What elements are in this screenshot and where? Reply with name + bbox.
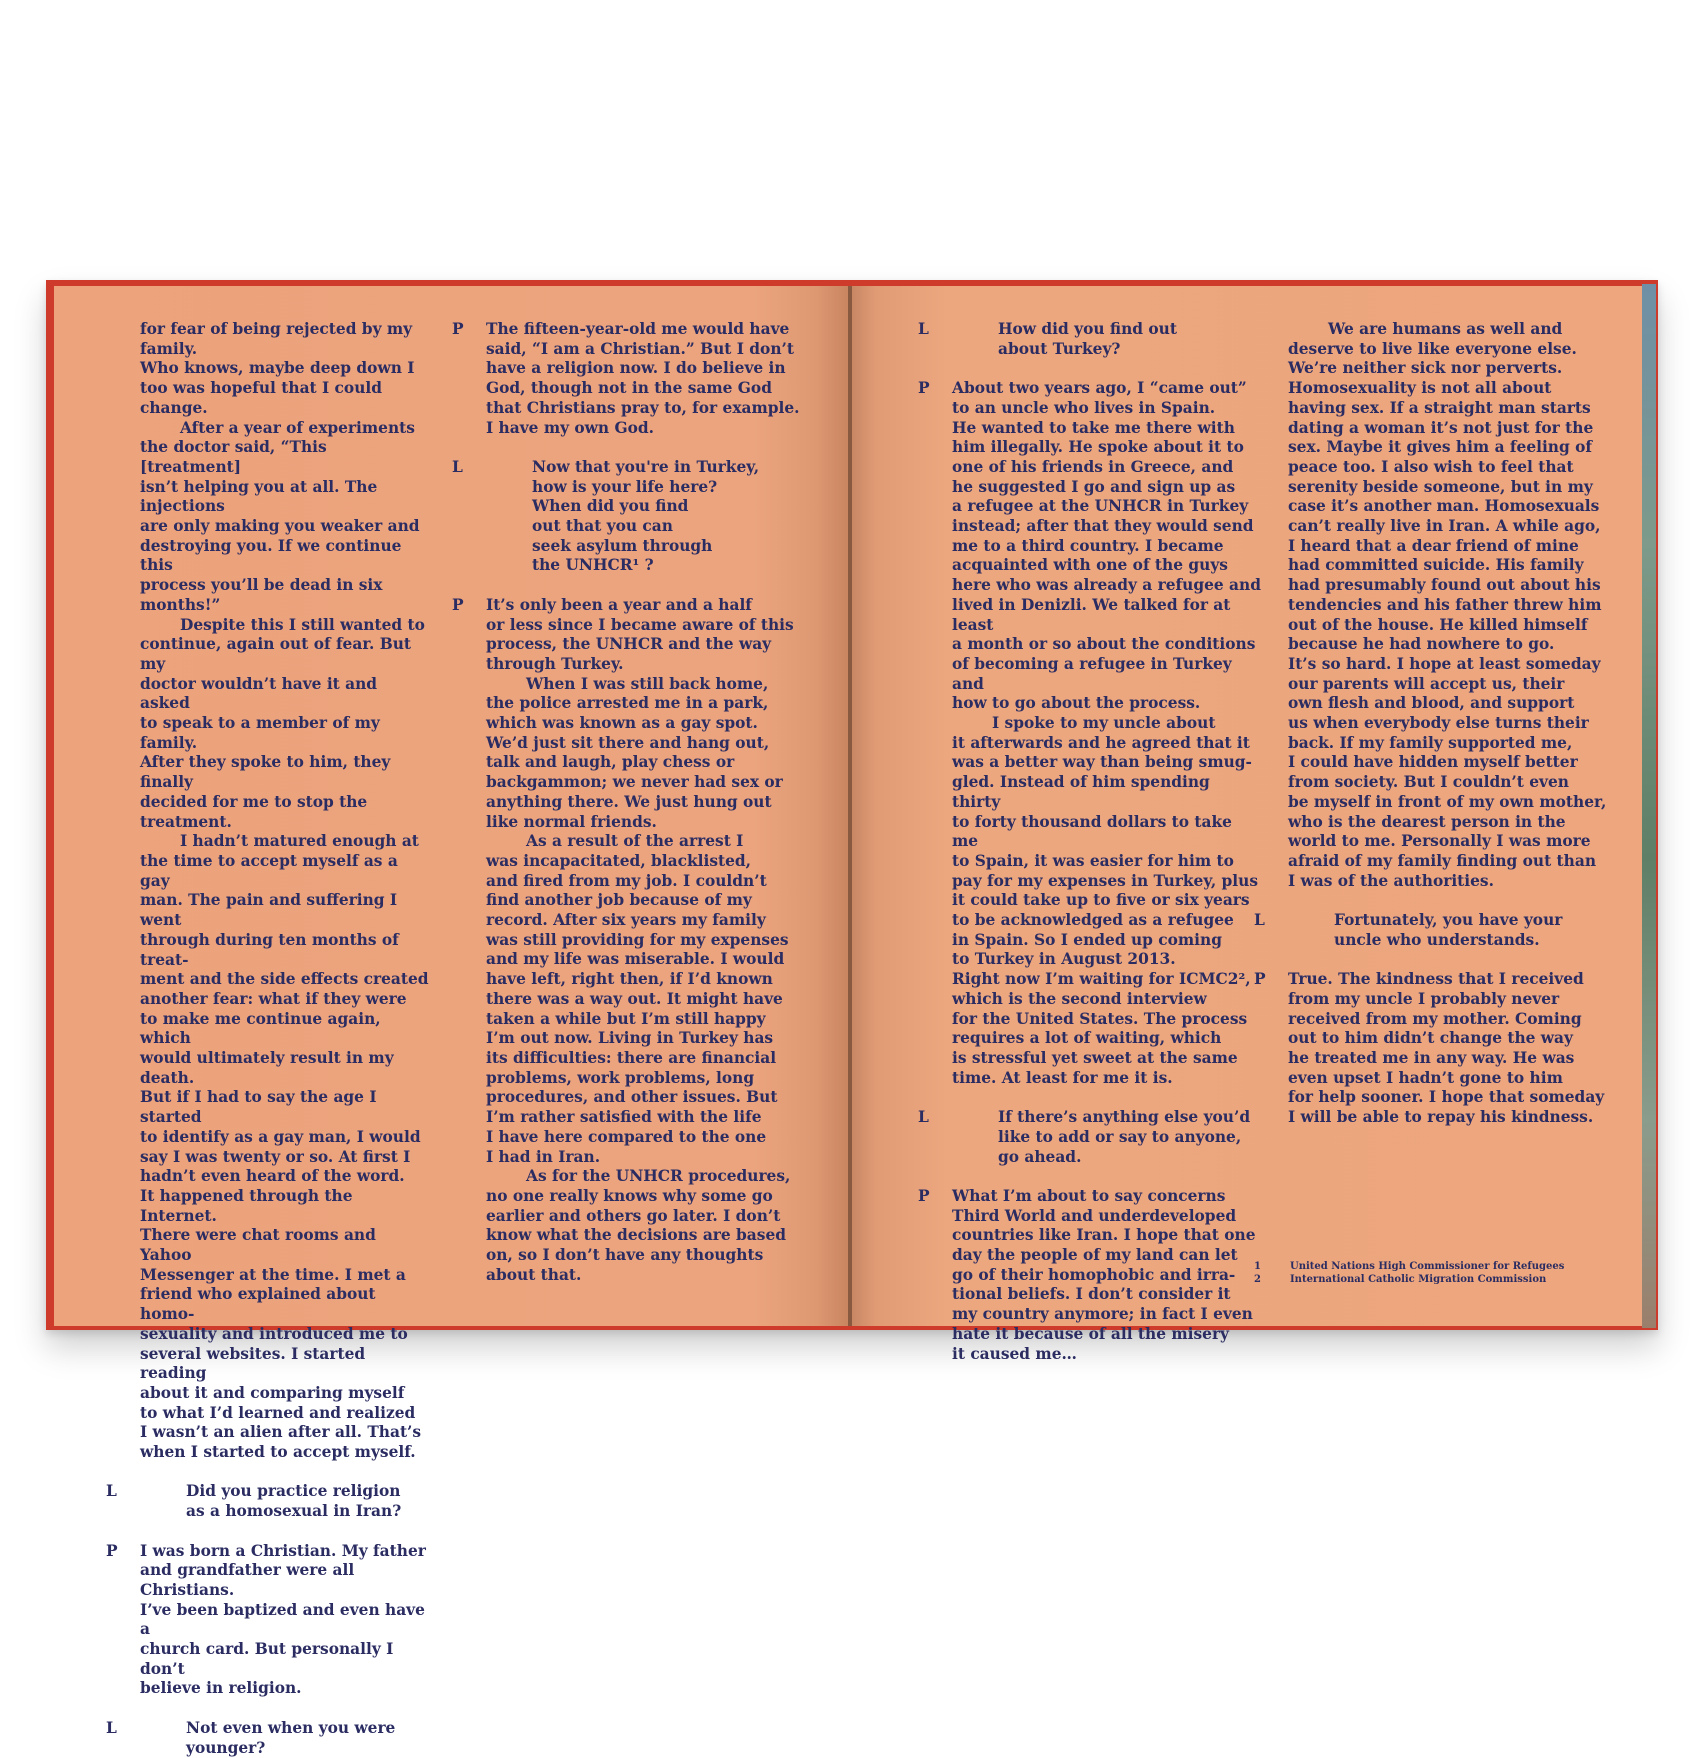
text-line: it caused me… — [952, 1344, 1077, 1363]
speaker-mark: L — [106, 1482, 117, 1501]
text-line: I will be able to repay his kindness. — [1288, 1108, 1594, 1127]
speaker-mark: L — [106, 1718, 117, 1737]
text-line: countries like Iran. I hope that one — [952, 1226, 1256, 1245]
footnote — [1254, 1273, 1594, 1286]
text-line: talk and laugh, play chess or — [486, 753, 735, 772]
text-line: instead; after that they would send — [952, 517, 1254, 536]
interview-question — [106, 1718, 430, 1758]
text-line: destroying you. If we continue this — [140, 536, 402, 575]
text-line: and my life was miserable. I would — [486, 950, 785, 969]
text-line: procedures, and other issues. But — [486, 1088, 778, 1107]
text-line: younger? — [186, 1738, 266, 1757]
text-line: through during ten months of treat- — [140, 930, 399, 969]
text-line: when I started to accept myself. — [140, 1443, 416, 1462]
text-line: to what I’d learned and realized — [140, 1403, 416, 1422]
interview-question — [1254, 911, 1628, 950]
text-line: It’s only been a year and a half — [486, 595, 752, 614]
text-line: After they spoke to him, they finally — [140, 753, 391, 792]
text-line: How did you find out — [998, 320, 1177, 338]
text-line: have a religion now. I do believe in — [486, 359, 786, 378]
text-line: how to go about the process. — [952, 694, 1201, 713]
text-line: decided for me to stop the treatment. — [140, 792, 368, 831]
text-line: my country anymore; in fact I even — [952, 1305, 1253, 1324]
text-line: was a better way than being smug- — [952, 753, 1252, 772]
text-line: of becoming a refugee in Turkey and — [952, 654, 1232, 693]
text-line: back. If my family supported me, — [1288, 733, 1573, 752]
text-line: another fear: what if they were — [140, 989, 407, 1008]
interview-question — [452, 457, 816, 576]
text-line: I’ve been baptized and even have a — [140, 1600, 425, 1639]
text-block — [140, 320, 430, 1463]
text-line: its difficulties: there are financial — [486, 1048, 777, 1067]
text-line: peace too. I also wish to feel that — [1288, 457, 1574, 476]
text-line: out of the house. He killed himself — [1288, 615, 1588, 634]
text-line: earlier and others go later. I don’t — [486, 1206, 781, 1225]
text-line: received from my mother. Coming — [1288, 1009, 1582, 1028]
text-line: process, the UNHCR and the way — [486, 635, 772, 654]
text-line: It happened through the Internet. — [140, 1186, 353, 1225]
speaker-mark: L — [918, 1108, 929, 1127]
text-line: to forty thousand dollars to take me — [952, 812, 1232, 851]
text-line: What I’m about to say concerns — [952, 1186, 1226, 1205]
text-line: that Christians pray to, for example. — [486, 398, 800, 417]
interview-question — [106, 1482, 430, 1521]
text-line: said, “I am a Christian.” But I don’t — [486, 339, 794, 358]
text-line: he treated me in any way. He was — [1288, 1048, 1575, 1067]
text-line: uncle who understands. — [1334, 930, 1540, 949]
text-line: day the people of my land can let — [952, 1246, 1238, 1264]
footnote-number: 2 — [1254, 1274, 1261, 1285]
text-line: about it and comparing myself — [140, 1383, 405, 1402]
interview-question — [918, 1108, 1262, 1167]
text-line: as a homosexual in Iran? — [186, 1502, 402, 1521]
text-line: no one really knows why some go — [486, 1186, 773, 1205]
text-line: Right now I’m waiting for ICMC2², — [952, 970, 1251, 989]
right-page-column-2 — [1254, 320, 1628, 1128]
text-line: was still providing for my expenses — [486, 930, 789, 949]
text-line: out that you can — [532, 517, 673, 536]
text-line: seek asylum through — [532, 536, 713, 555]
speaker-mark: P — [106, 1541, 118, 1560]
text-line: Homosexuality is not all about — [1288, 379, 1552, 398]
text-line: me to a third country. I became — [952, 536, 1224, 555]
text-line: and grandfather were all Christians. — [140, 1561, 355, 1599]
text-line: find another job because of my — [486, 891, 752, 910]
text-line: taken a while but I’m still happy — [486, 1009, 766, 1028]
text-line: I could have hidden myself better — [1288, 753, 1578, 772]
text-line: tendencies and his father threw him — [1288, 595, 1602, 614]
speaker-mark: P — [1254, 970, 1266, 989]
text-line: the doctor said, “This [treatment] — [140, 438, 327, 476]
text-line: If there’s anything else you’d — [998, 1108, 1251, 1127]
open-book — [46, 280, 1658, 1757]
text-line: When did you find — [532, 497, 689, 516]
text-line: church card. But personally I don’t — [140, 1640, 394, 1678]
text-line: gled. Instead of him spending thirty — [952, 773, 1210, 811]
text-line: It’s so hard. I hope at least someday — [1288, 654, 1601, 673]
text-line: deserve to live like everyone else. — [1288, 339, 1577, 358]
text-line: Who knows, maybe deep down I — [140, 359, 415, 378]
text-line: is stressful yet sweet at the same — [952, 1049, 1238, 1067]
text-line: problems, work problems, long — [486, 1068, 755, 1087]
text-line: to an uncle who lives in Spain. — [952, 398, 1216, 417]
text-line: had committed suicide. His family — [1288, 556, 1584, 575]
interview-answer — [918, 379, 1262, 1088]
text-line: believe in religion. — [140, 1679, 302, 1698]
text-line: Third World and underdeveloped — [952, 1206, 1237, 1225]
text-line: process you’ll be dead in six months!” — [140, 576, 383, 614]
text-line: He wanted to take me there with — [952, 418, 1235, 437]
text-line: how is your life here? — [532, 477, 718, 496]
text-line: for fear of being rejected by my family. — [140, 320, 413, 358]
text-line: because he had nowhere to go. — [1288, 635, 1555, 654]
text-line: several websites. I started reading — [140, 1344, 366, 1383]
text-line: for help sooner. I hope that someday — [1288, 1088, 1605, 1107]
text-line: on, so I don’t have any thoughts — [486, 1246, 764, 1265]
text-line: As for the UNHCR procedures, — [526, 1167, 791, 1186]
text-line: anything there. We just hung out — [486, 792, 772, 811]
text-line: are only making you weaker and — [140, 517, 420, 536]
text-line: case it’s another man. Homosexuals — [1288, 497, 1600, 516]
text-line: to speak to a member of my family. — [140, 714, 380, 752]
text-line: Despite this I still wanted to — [180, 615, 425, 634]
text-line: having sex. If a straight man starts — [1288, 398, 1591, 417]
text-line: dating a woman it’s not just for the — [1288, 418, 1594, 437]
text-line: the police arrested me in a park, — [486, 694, 769, 713]
text-line: which was known as a gay spot. — [486, 714, 758, 733]
text-line: The fifteen-year-old me would have — [486, 320, 790, 338]
speaker-mark: L — [1254, 911, 1265, 930]
text-block — [1288, 320, 1628, 891]
text-line: have left, right then, if I’d known — [486, 970, 773, 989]
interview-answer — [452, 320, 816, 438]
text-line: the UNHCR¹ ? — [532, 556, 654, 575]
interview-question — [918, 320, 1262, 359]
text-line: here who was already a refugee and — [952, 576, 1261, 595]
speaker-mark: P — [918, 379, 930, 398]
text-line: even upset I hadn’t gone to him — [1288, 1068, 1563, 1087]
text-line: Not even when you were — [186, 1718, 396, 1737]
text-line: one of his friends in Greece, and — [952, 457, 1234, 476]
footnotes — [1254, 1260, 1594, 1286]
footnote — [1254, 1260, 1594, 1273]
text-line: too was hopeful that I could change. — [140, 379, 382, 417]
text-line: was incapacitated, blacklisted, — [486, 851, 752, 870]
text-line: out to him didn’t change the way — [1288, 1029, 1573, 1048]
text-line: who is the dearest person in the — [1288, 812, 1566, 831]
speaker-mark: P — [452, 320, 464, 338]
text-line: know what the decisions are based — [486, 1226, 786, 1245]
speaker-mark: L — [918, 320, 929, 338]
text-line: Now that you're in Turkey, — [532, 457, 760, 476]
text-line: in Spain. So I ended up coming — [952, 930, 1222, 949]
text-line: say I was twenty or so. At first I — [140, 1147, 411, 1166]
text-line: go ahead. — [998, 1147, 1082, 1166]
text-line: there was a way out. It might have — [486, 989, 783, 1008]
text-line: about Turkey? — [998, 339, 1121, 358]
text-line: When I was still back home, — [526, 674, 769, 693]
text-line: We are humans as well and — [1328, 320, 1563, 338]
text-line: record. After six years my family — [486, 911, 766, 930]
text-line: requires a lot of waiting, which — [952, 1029, 1222, 1048]
right-page — [852, 286, 1642, 1363]
text-line: We’re neither sick nor perverts. — [1288, 359, 1563, 378]
text-line: pay for my expenses in Turkey, plus — [952, 871, 1258, 890]
text-line: would ultimately result in my death. — [140, 1049, 394, 1087]
left-page-column-1 — [106, 320, 430, 1758]
text-line: lived in Denizli. We talked for at least — [952, 595, 1231, 634]
text-line: he suggested I go and sign up as — [952, 477, 1236, 496]
text-line: isn’t helping you at all. The injections — [140, 477, 378, 516]
right-page-column-1 — [918, 320, 1262, 1364]
text-line: time. At least for me it is. — [952, 1068, 1173, 1087]
text-line: it could take up to five or six years — [952, 891, 1250, 910]
text-line: a month or so about the conditions — [952, 635, 1256, 654]
text-line: about that. — [486, 1265, 582, 1284]
text-line: There were chat rooms and Yahoo — [140, 1226, 376, 1265]
footnote-text: United Nations High Commissioner for Refugees — [1290, 1261, 1565, 1272]
left-page — [54, 286, 848, 1757]
text-line: God, though not in the same God — [486, 379, 772, 398]
interview-answer — [452, 595, 816, 1286]
text-line: to make me continue again, which — [140, 1009, 381, 1048]
text-line: I spoke to my uncle about — [992, 714, 1216, 733]
text-line: a refugee at the UNHCR in Turkey — [952, 497, 1249, 516]
text-line: continue, again out of fear. But my — [140, 635, 412, 673]
text-line: acquainted with one of the guys — [952, 556, 1228, 575]
text-line: man. The pain and suffering I went — [140, 891, 398, 930]
text-line: it afterwards and he agreed that it — [952, 733, 1250, 752]
speaker-mark: P — [452, 595, 464, 614]
text-line: and fired from my job. I couldn’t — [486, 871, 767, 890]
text-line: I was born a Christian. My father — [140, 1541, 426, 1560]
text-line: our parents will accept us, their — [1288, 674, 1565, 693]
text-line: to Spain, it was easier for him to — [952, 851, 1234, 870]
text-line: own flesh and blood, and support — [1288, 694, 1575, 713]
interview-answer — [1254, 970, 1628, 1128]
text-line: sexuality and introduced me to — [140, 1324, 408, 1343]
text-line: like to add or say to anyone, — [998, 1127, 1242, 1146]
text-line: which is the second interview — [952, 989, 1207, 1008]
text-line: We’d just sit there and hang out, — [486, 733, 770, 752]
footnote-number: 1 — [1254, 1261, 1261, 1272]
text-line: I was of the authorities. — [1288, 871, 1494, 890]
text-line: But if I had to say the age I started — [140, 1088, 377, 1127]
text-line: I had in Iran. — [486, 1147, 601, 1166]
text-line: through Turkey. — [486, 654, 624, 673]
text-line: go of their homophobic and irra- — [952, 1265, 1236, 1284]
text-line: had presumably found out about his — [1288, 576, 1601, 595]
text-line: afraid of my family finding out than — [1288, 851, 1597, 870]
text-line: I’m out now. Living in Turkey has — [486, 1029, 774, 1048]
text-line: from my uncle I probably never — [1288, 989, 1560, 1008]
text-line: I have here compared to the one — [486, 1127, 767, 1146]
text-line: backgammon; we never had sex or — [486, 773, 783, 792]
text-line: us when everybody else turns their — [1288, 714, 1589, 733]
text-line: hate it because of all the misery — [952, 1324, 1229, 1343]
text-line: As a result of the arrest I — [526, 832, 744, 851]
text-line: hadn’t even heard of the word. — [140, 1167, 405, 1186]
text-line: for the United States. The process — [952, 1009, 1248, 1028]
text-line: I have my own God. — [486, 418, 654, 437]
text-line: to Turkey in August 2013. — [952, 950, 1176, 969]
interview-answer — [918, 1186, 1262, 1364]
text-line: serenity beside someone, but in my — [1288, 477, 1593, 496]
text-line: friend who explained about homo- — [140, 1285, 376, 1324]
text-line: tional beliefs. I don’t consider it — [952, 1285, 1231, 1304]
text-line: him illegally. He spoke about it to — [952, 438, 1244, 457]
text-line: to be acknowledged as a refugee — [952, 911, 1234, 930]
text-line: About two years ago, I “came out” — [952, 379, 1247, 398]
text-line: ment and the side effects created — [140, 970, 429, 989]
text-line: the time to accept myself as a gay — [140, 851, 398, 890]
left-page-column-2 — [452, 320, 816, 1285]
text-line: be myself in front of my own mother, — [1288, 792, 1607, 811]
text-line: I wasn’t an alien after all. That’s — [140, 1423, 422, 1442]
text-line: I’m rather satisfied with the life — [486, 1108, 762, 1127]
text-line: from society. But I couldn’t even — [1288, 773, 1569, 792]
interview-answer — [106, 1541, 430, 1700]
text-line: sex. Maybe it gives him a feeling of — [1288, 438, 1592, 457]
speaker-mark: L — [452, 457, 463, 476]
page-edge — [1642, 284, 1656, 1328]
text-line: to identify as a gay man, I would — [140, 1127, 421, 1146]
text-line: I heard that a dear friend of mine — [1288, 536, 1579, 555]
footnote-text: International Catholic Migration Commission — [1290, 1274, 1547, 1285]
text-line: or less since I became aware of this — [486, 615, 794, 634]
text-line: After a year of experiments — [180, 418, 415, 437]
text-line: like normal friends. — [486, 812, 657, 831]
speaker-mark: P — [918, 1186, 930, 1205]
text-line: can’t really live in Iran. A while ago, — [1288, 517, 1601, 536]
text-line: True. The kindness that I received — [1288, 970, 1584, 989]
text-line: Did you practice religion — [186, 1482, 401, 1501]
text-line: world to me. Personally I was more — [1288, 832, 1591, 851]
text-line: I hadn’t matured enough at — [180, 832, 419, 851]
text-line: Messenger at the time. I met a — [140, 1265, 406, 1284]
text-line: Fortunately, you have your — [1334, 911, 1563, 930]
text-line: doctor wouldn’t have it and asked — [140, 674, 378, 713]
